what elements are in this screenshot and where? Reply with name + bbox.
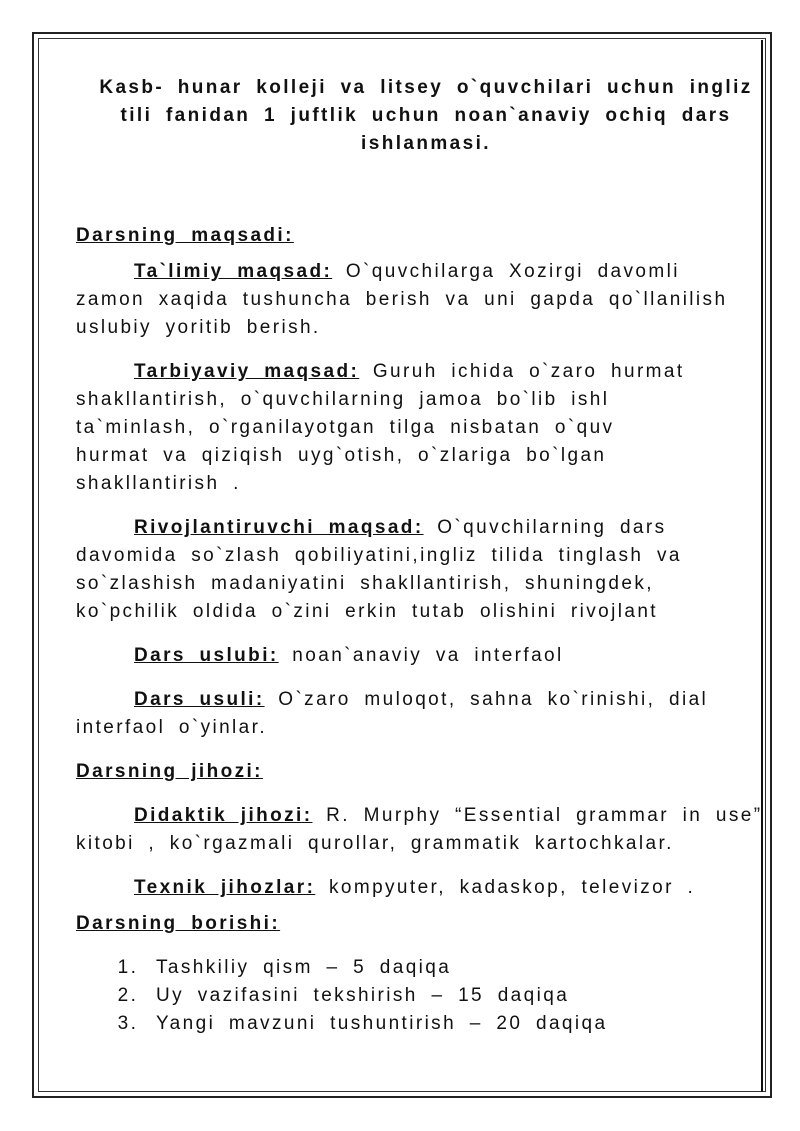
paragraph-line: interfaol o`yinlar. bbox=[76, 717, 268, 738]
equipment-heading: Darsning jihozi: bbox=[76, 761, 263, 782]
paragraph-line: shakllantirish . bbox=[76, 473, 241, 494]
title-line: ishlanmasi. bbox=[361, 133, 491, 154]
tarbiyaviy-label: Tarbiyaviy maqsad: bbox=[134, 361, 360, 382]
talimiy-label: Ta`limiy maqsad: bbox=[134, 261, 333, 282]
title-line: Kasb- hunar kolleji va litsey o`quvchilari uchun ingliz bbox=[99, 77, 753, 98]
paragraph-line: so`zlashish madaniyatini shakllantirish, shuningdek, bbox=[76, 573, 654, 594]
tarbiyaviy-text: Guruh ichida o`zaro hurmat bbox=[359, 361, 685, 382]
didaktik-paragraph bbox=[76, 802, 800, 858]
paragraph-line: shakllantirish, o`quvchilarning jamoa bo`lib ishl bbox=[76, 389, 610, 410]
paragraph-line: zamon xaqida tushuncha berish va uni gapda qo`llanilish bbox=[76, 289, 728, 310]
paragraph-line: ko`pchilik oldida o`zini erkin tutab olishini rivojlant bbox=[76, 601, 658, 622]
didaktik-text: R. Murphy “Essential grammar in use” bbox=[312, 805, 763, 826]
texnik-line bbox=[76, 874, 800, 902]
dars-usuli-paragraph bbox=[76, 686, 800, 742]
rivojlantiruvchi-text: O`quvchilarning dars bbox=[423, 517, 667, 538]
goals-heading: Darsning maqsadi: bbox=[76, 225, 294, 246]
steps-list bbox=[76, 954, 800, 1038]
title-line: tili fanidan 1 juftlik uchun noan`anaviy ochiq dars bbox=[120, 105, 732, 126]
dars-uslubi-label: Dars uslubi: bbox=[134, 645, 279, 666]
dars-uslubi-value: noan`anaviy va interfaol bbox=[278, 645, 564, 666]
tarbiyaviy-paragraph bbox=[76, 358, 800, 498]
rivojlantiruvchi-label: Rivojlantiruvchi maqsad: bbox=[134, 517, 424, 538]
texnik-value: kompyuter, kadaskop, televizor . bbox=[315, 877, 696, 898]
texnik-label: Texnik jihozlar: bbox=[134, 877, 316, 898]
paragraph-line: ta`minlash, o`rganilayotgan tilga nisbatan o`quv bbox=[76, 417, 615, 438]
dars-usuli-text: O`zaro muloqot, sahna ko`rinishi, dial bbox=[264, 689, 709, 710]
list-item: 2. Uy vazifasini tekshirish – 15 daqiqa bbox=[152, 982, 800, 1010]
dars-usuli-label: Dars usuli: bbox=[134, 689, 265, 710]
paragraph-line: davomida so`zlash qobiliyatini,ingliz tilida tinglash va bbox=[76, 545, 682, 566]
list-item: 1. Tashkiliy qism – 5 daqiqa bbox=[152, 954, 800, 982]
paragraph-line: hurmat va qiziqish uyg`otish, o`zlariga bo`lgan bbox=[76, 445, 607, 466]
dars-uslubi-line bbox=[76, 642, 800, 670]
talimiy-paragraph bbox=[76, 258, 800, 342]
progress-heading: Darsning borishi: bbox=[76, 913, 281, 934]
paragraph-line: kitobi , ko`rgazmali qurollar, grammatik kartochkalar. bbox=[76, 833, 674, 854]
didaktik-label: Didaktik jihozi: bbox=[134, 805, 313, 826]
document-title bbox=[76, 74, 776, 158]
list-item: 3. Yangi mavzuni tushuntirish – 20 daqiqa bbox=[152, 1010, 800, 1038]
paragraph-line: uslubiy yoritib berish. bbox=[76, 317, 321, 338]
rivojlantiruvchi-paragraph bbox=[76, 514, 800, 626]
document-body bbox=[76, 74, 800, 1038]
talimiy-text: O`quvchilarga Xozirgi davomli bbox=[332, 261, 680, 282]
